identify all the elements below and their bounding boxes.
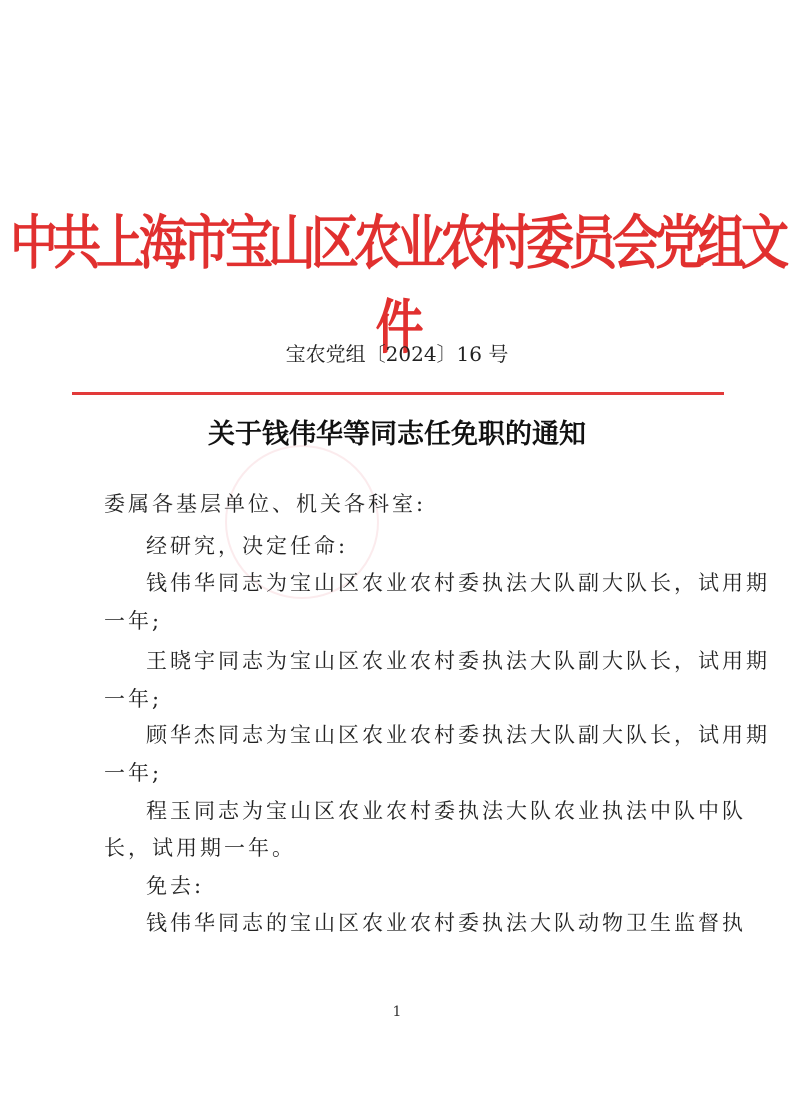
red-divider-line — [72, 392, 724, 395]
body-paragraph-continuation: 一年; — [104, 609, 163, 633]
document-number: 宝农党组〔2024〕16 号 — [285, 342, 509, 366]
body-paragraph: 免去: — [146, 874, 205, 898]
body-paragraph: 钱伟华同志的宝山区农业农村委执法大队动物卫生监督执 — [146, 911, 746, 935]
org-header-title: 中共上海市宝山区农业农村委员会党组文件 — [9, 209, 784, 362]
body-paragraph-continuation: 长，试用期一年。 — [104, 836, 296, 860]
addressee-line: 委属各基层单位、机关各科室: — [104, 492, 427, 516]
body-paragraph: 程玉同志为宝山区农业农村委执法大队农业执法中队中队 — [146, 799, 746, 823]
body-paragraph: 王晓宇同志为宝山区农业农村委执法大队副大队长，试用期 — [146, 649, 770, 673]
body-paragraph-continuation: 一年; — [104, 761, 163, 785]
body-paragraph: 钱伟华同志为宝山区农业农村委执法大队副大队长，试用期 — [146, 571, 770, 595]
body-paragraph: 顾华杰同志为宝山区农业农村委执法大队副大队长，试用期 — [146, 723, 770, 747]
notice-title: 关于钱伟华等同志任免职的通知 — [208, 419, 586, 450]
page-number: 1 — [392, 1004, 402, 1020]
body-paragraph: 经研究，决定任命: — [146, 534, 349, 558]
body-paragraph-continuation: 一年; — [104, 687, 163, 711]
